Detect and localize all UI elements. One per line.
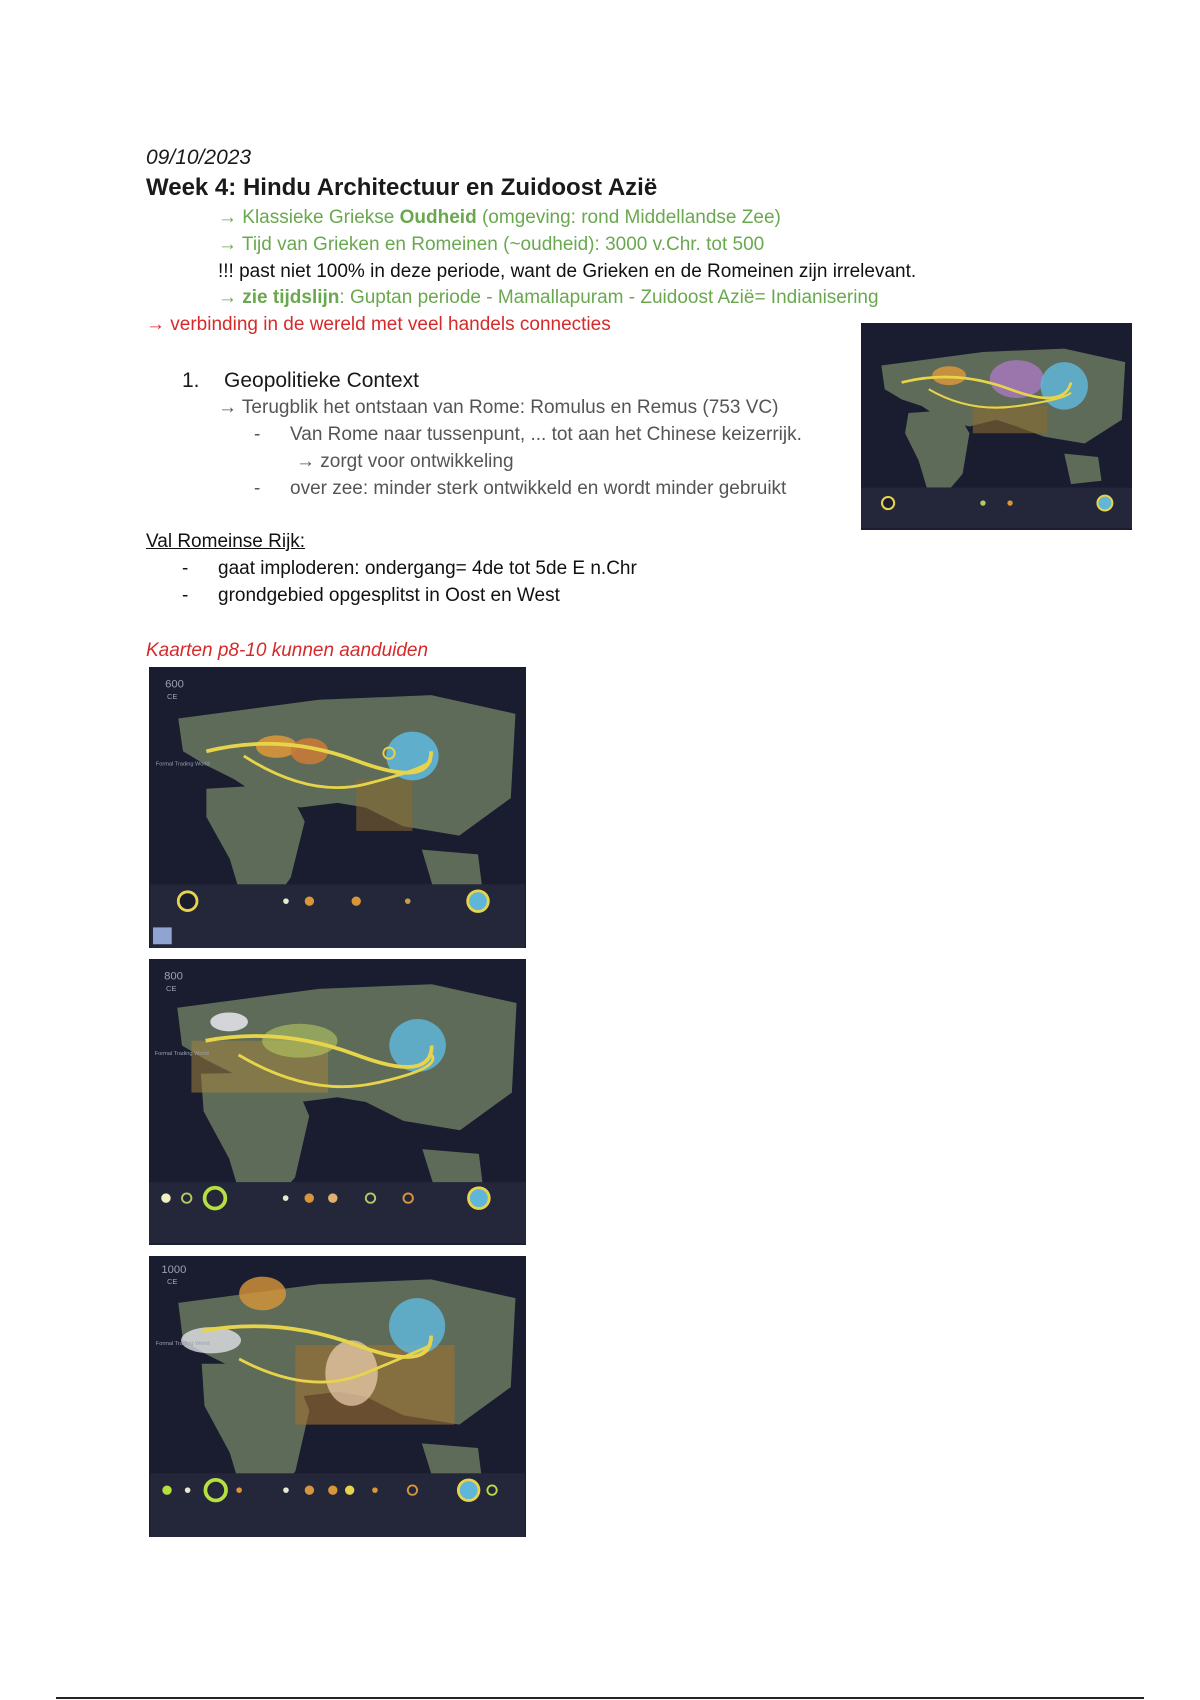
intro-line-1: → Klassieke Griekse Oudheid (omgeving: rond Middellandse Zee) — [218, 207, 781, 228]
rome-dash: - — [182, 558, 189, 579]
map-600-ce — [149, 667, 526, 948]
map-thumbnail — [861, 323, 1132, 530]
intro-line-4: → zie tijdslijn: Guptan periode - Mamallapuram - Zuidoost Azië= Indianisering — [218, 287, 879, 308]
svg-text:600: 600 — [165, 678, 184, 691]
map-1000-ce — [149, 1256, 526, 1537]
rome-dash: - — [182, 585, 189, 606]
map-800-ce — [149, 959, 526, 1245]
intro-line-5: → verbinding in de wereld met veel handels connecties — [146, 314, 611, 335]
section-sub-1: → Terugblik het ontstaan van Rome: Romulus en Remus (753 VC) — [218, 397, 779, 418]
footer-divider — [56, 1697, 1144, 1699]
rome-item-1: gaat imploderen: ondergang= 4de tot 5de E n.Chr — [218, 558, 637, 579]
svg-text:CE: CE — [167, 691, 178, 701]
maps-note: Kaarten p8-10 kunnen aanduiden — [146, 640, 429, 661]
date: 09/10/2023 — [146, 146, 252, 169]
bullet-dash: - — [254, 478, 261, 499]
bullet-1-sub: → zorgt voor ontwikkeling — [296, 451, 514, 472]
svg-text:CE: CE — [167, 1277, 178, 1287]
intro-line-2: → Tijd van Grieken en Romeinen (~oudheid): 3000 v.Chr. tot 500 — [218, 234, 765, 255]
map-side-label: Formal Trading World — [155, 1340, 210, 1347]
svg-text:1000: 1000 — [161, 1263, 187, 1276]
svg-text:CE: CE — [165, 983, 177, 993]
map-side-label: Formal Trading World — [154, 1050, 209, 1057]
page-title: Week 4: Hindu Architectuur en Zuidoost Azië — [146, 174, 658, 201]
bullet-2: over zee: minder sterk ontwikkeld en wordt minder gebruikt — [290, 478, 787, 499]
section-heading: Geopolitieke Context — [224, 369, 419, 392]
rome-item-2: grondgebied opgesplitst in Oost en West — [218, 585, 560, 606]
section-number: 1. — [182, 369, 200, 392]
map-side-label: Formal Trading World — [155, 761, 210, 768]
rome-heading: Val Romeinse Rijk: — [146, 531, 306, 552]
bullet-dash: - — [254, 424, 261, 445]
bullet-1: Van Rome naar tussenpunt, ... tot aan het Chinese keizerrijk. — [290, 424, 802, 445]
intro-line-3: !!! past niet 100% in deze periode, want de Grieken en de Romeinen zijn irrelevant. — [218, 261, 917, 282]
svg-text:800: 800 — [164, 970, 183, 983]
